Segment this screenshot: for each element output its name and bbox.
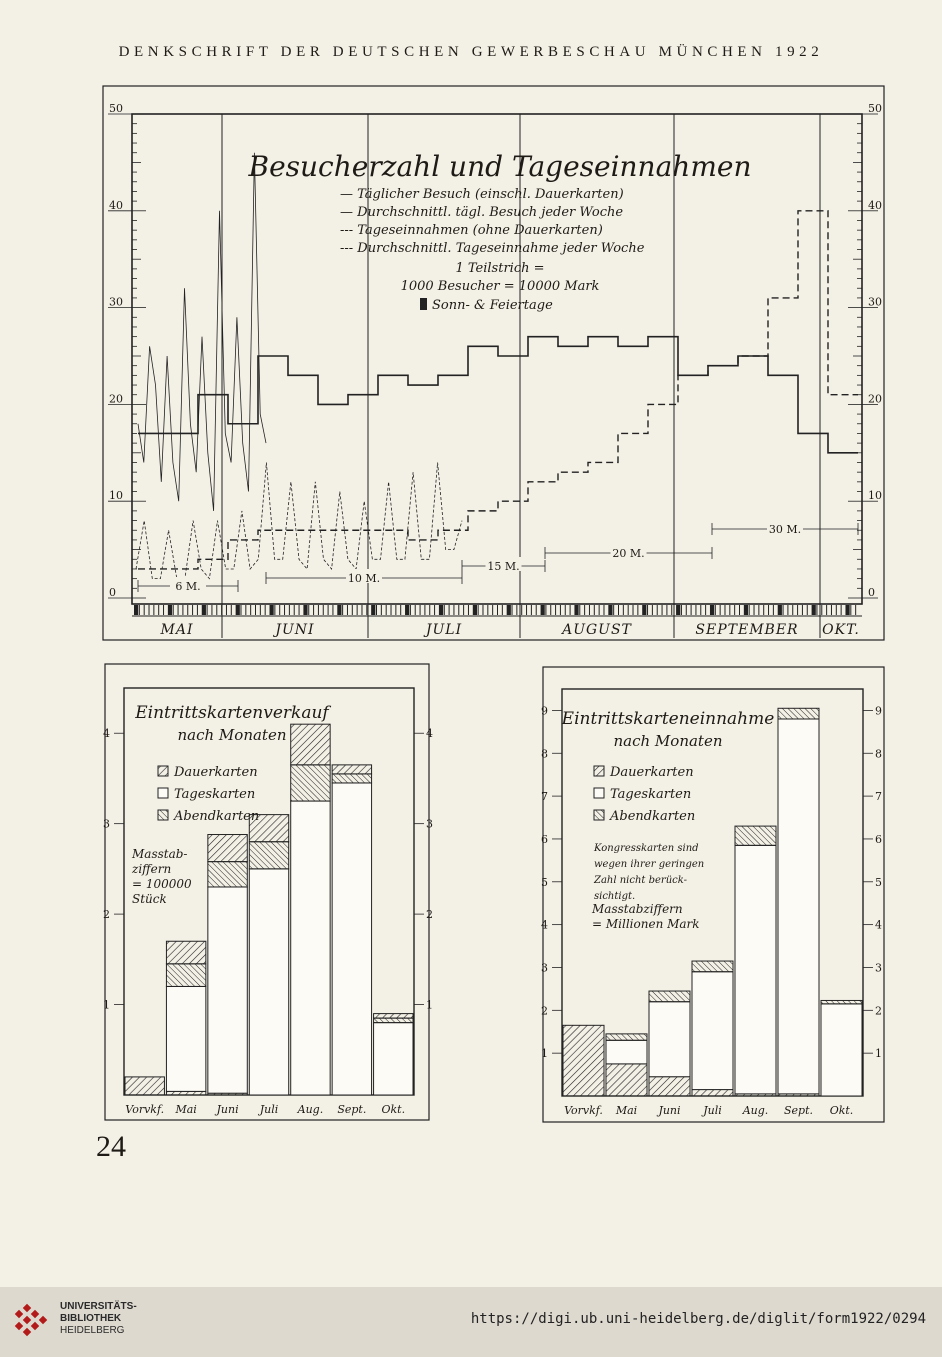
day-mark	[158, 605, 159, 615]
ticket-sales-bar-abendkarten	[166, 964, 205, 987]
ticket-revenue-bar-tageskarten	[778, 719, 819, 1094]
ticket-sales-scale-note: ziffern	[132, 862, 172, 876]
holiday-mark	[845, 605, 849, 615]
holiday-mark	[270, 605, 274, 615]
day-mark	[482, 605, 483, 615]
ticket-sales-legend-swatch	[158, 810, 168, 820]
day-mark	[754, 605, 755, 615]
holiday-mark	[744, 605, 748, 615]
day-mark	[662, 605, 663, 615]
chart1-legend-entry: --- Tageseinnahmen (ohne Dauerkarten)	[340, 223, 603, 238]
day-mark	[391, 605, 392, 615]
month-label: AUGUST	[562, 622, 632, 638]
ticket-sales-bar-dauerkarten	[125, 1077, 164, 1095]
day-mark	[647, 605, 648, 615]
price-period-label: 20 M.	[612, 547, 645, 560]
ticket-sales-bar-abendkarten	[332, 774, 371, 783]
day-mark	[841, 605, 842, 615]
day-mark	[652, 605, 653, 615]
ticket-sales-category-label: Sept.	[337, 1103, 367, 1116]
day-mark	[531, 605, 532, 615]
day-mark	[729, 605, 730, 615]
day-mark	[444, 605, 445, 615]
day-mark	[361, 605, 362, 615]
day-mark	[497, 605, 498, 615]
ticket-sales-bar-zuschlag	[332, 765, 371, 774]
ticket-revenue-tick-label: 7	[541, 790, 548, 804]
day-mark	[313, 605, 314, 615]
ticket-sales-legend-swatch	[158, 788, 168, 798]
ticket-revenue-bar-tageskarten	[735, 845, 776, 1093]
ticket-sales-bar-tageskarten	[332, 783, 371, 1095]
ticket-revenue-bar-abendkarten	[606, 1034, 647, 1040]
day-mark	[584, 605, 585, 615]
day-mark	[308, 605, 309, 615]
holiday-mark	[202, 605, 206, 615]
day-mark	[502, 605, 503, 615]
day-mark	[526, 605, 527, 615]
day-mark	[207, 605, 208, 615]
ticket-revenue-legend-swatch	[594, 788, 604, 798]
ticket-revenue-bar-tageskarten	[692, 972, 733, 1090]
day-mark	[681, 605, 682, 615]
day-mark	[633, 605, 634, 615]
day-mark	[773, 605, 774, 615]
day-mark	[836, 605, 837, 615]
day-mark	[458, 605, 459, 615]
ticket-revenue-bar-abendkarten	[778, 708, 819, 719]
day-mark	[783, 605, 784, 615]
ticket-sales-legend-entry: Tageskarten	[174, 787, 256, 802]
ticket-revenue-tick-label: 7	[875, 790, 882, 804]
ticket-revenue-category-label: Okt.	[829, 1104, 854, 1117]
ticket-sales-category-label: Vorvkf.	[125, 1103, 165, 1116]
day-mark	[400, 605, 401, 615]
month-label: SEPTEMBER	[695, 622, 799, 638]
y-tick-label-right: 30	[868, 295, 882, 309]
ticket-sales-bar-abendkarten	[249, 842, 288, 869]
ticket-revenue-tick-label: 2	[541, 1004, 548, 1018]
ticket-revenue-tick-label: 9	[541, 704, 548, 718]
day-mark	[352, 605, 353, 615]
day-mark	[226, 605, 227, 615]
ticket-sales-bar-zuschlag	[374, 1014, 413, 1019]
ticket-revenue-tick-label: 5	[875, 875, 882, 889]
library-name: UNIVERSITÄTS- BIBLIOTHEK HEIDELBERG	[60, 1301, 137, 1336]
day-mark	[255, 605, 256, 615]
y-tick-label-left: 50	[109, 102, 123, 115]
day-mark	[599, 605, 600, 615]
day-mark	[589, 605, 590, 615]
day-mark	[855, 605, 856, 615]
day-mark	[787, 605, 788, 615]
ticket-sales-tick-label: 1	[103, 998, 110, 1012]
day-mark	[492, 605, 493, 615]
ticket-revenue-legend-swatch	[594, 810, 604, 820]
ticket-sales-legend-entry: Abendkarten	[174, 809, 260, 824]
ticket-sales-bar-tageskarten	[166, 986, 205, 1091]
ticket-sales-title: nach Monaten	[177, 726, 287, 744]
ticket-revenue-scale-note: = Millionen Mark	[592, 917, 700, 931]
footer	[0, 1287, 942, 1357]
daily-revenue-line	[136, 463, 462, 579]
day-mark	[323, 605, 324, 615]
day-mark	[192, 605, 193, 615]
day-mark	[221, 605, 222, 615]
day-mark	[560, 605, 561, 615]
ticket-revenue-legend-entry: Dauerkarten	[610, 765, 694, 780]
holiday-mark	[778, 605, 782, 615]
day-mark	[429, 605, 430, 615]
chart1-title: Besucherzahl und Tageseinnahmen	[248, 150, 752, 183]
day-mark	[342, 605, 343, 615]
ticket-revenue-category-label: Juli	[703, 1104, 722, 1117]
university-library-logo-icon	[14, 1303, 52, 1341]
day-mark	[565, 605, 566, 615]
ticket-revenue-bar-abendkarten	[735, 826, 776, 845]
ticket-revenue-title: nach Monaten	[613, 732, 723, 750]
ticket-revenue-category-label: Aug.	[742, 1104, 769, 1117]
ticket-sales-category-label: Aug.	[297, 1103, 324, 1116]
day-mark	[289, 605, 290, 615]
day-mark	[671, 605, 672, 615]
day-mark	[478, 605, 479, 615]
ticket-sales-bar-dauerkarten	[166, 1091, 205, 1095]
ticket-sales-category-label: Juni	[216, 1103, 239, 1116]
chart1-legend-entry: --- Durchschnittl. Tageseinnahme jeder Woche	[340, 241, 645, 256]
day-mark	[139, 605, 140, 615]
day-mark	[332, 605, 333, 615]
ticket-revenue-tick-label: 1	[541, 1047, 548, 1061]
price-period-label: 6 M.	[175, 580, 201, 593]
ticket-sales-bar-zuschlag	[166, 941, 205, 964]
day-mark	[260, 605, 261, 615]
day-mark	[739, 605, 740, 615]
ticket-revenue-tick-label: 9	[875, 704, 882, 718]
day-mark	[516, 605, 517, 615]
ticket-revenue-bar-dauerkarten	[606, 1064, 647, 1096]
day-mark	[420, 605, 421, 615]
ticket-revenue-title: Eintrittskarteneinnahme	[561, 709, 775, 729]
day-mark	[691, 605, 692, 615]
ticket-revenue-bar-tageskarten	[606, 1040, 647, 1064]
holiday-mark	[371, 605, 375, 615]
day-mark	[700, 605, 701, 615]
y-tick-label-left: 40	[109, 198, 123, 212]
holiday-mark	[405, 605, 409, 615]
ticket-revenue-bar-abendkarten	[649, 991, 690, 1002]
chart1-scale-note: 1 Teilstrich =	[455, 261, 545, 276]
chart1-holiday-note: Sonn- & Feiertage	[432, 298, 553, 313]
month-label: JUNI	[275, 622, 315, 638]
ticket-revenue-category-label: Mai	[615, 1104, 638, 1117]
day-mark	[734, 605, 735, 615]
ticket-revenue-legend-entry: Abendkarten	[610, 809, 696, 824]
day-mark	[216, 605, 217, 615]
y-tick-label-right: 10	[868, 489, 882, 503]
y-tick-label-right: 0	[868, 586, 875, 599]
y-tick-label-right: 50	[868, 102, 882, 115]
day-mark	[831, 605, 832, 615]
day-mark	[453, 605, 454, 615]
day-mark	[328, 605, 329, 615]
day-mark	[294, 605, 295, 615]
day-mark	[284, 605, 285, 615]
ticket-sales-tick-label: 2	[426, 908, 433, 922]
day-mark	[536, 605, 537, 615]
ticket-revenue-legend-entry: Tageskarten	[610, 787, 692, 802]
day-mark	[182, 605, 183, 615]
day-mark	[144, 605, 145, 615]
day-mark	[724, 605, 725, 615]
day-mark	[821, 605, 822, 615]
y-tick-label-right: 20	[868, 392, 882, 406]
day-mark	[512, 605, 513, 615]
holiday-mark	[337, 605, 341, 615]
ticket-sales-bar-zuschlag	[208, 835, 247, 862]
day-mark	[715, 605, 716, 615]
day-mark	[637, 605, 638, 615]
day-mark	[415, 605, 416, 615]
day-mark	[366, 605, 367, 615]
day-mark	[197, 605, 198, 615]
y-tick-label-right: 40	[868, 198, 882, 212]
ticket-sales-legend-entry: Dauerkarten	[174, 765, 258, 780]
month-label: JULI	[425, 622, 463, 638]
day-mark	[279, 605, 280, 615]
day-mark	[274, 605, 275, 615]
ticket-sales-category-label: Okt.	[381, 1103, 406, 1116]
ticket-revenue-bar-tageskarten	[649, 1002, 690, 1077]
ticket-sales-tick-label: 2	[103, 908, 110, 922]
day-mark	[603, 605, 604, 615]
day-mark	[816, 605, 817, 615]
weekly-visitors-line	[138, 337, 858, 453]
ticket-revenue-scale-note: Masstabziffern	[592, 902, 683, 916]
day-mark	[245, 605, 246, 615]
y-tick-label-left: 0	[109, 586, 116, 599]
day-mark	[686, 605, 687, 615]
ticket-revenue-tick-label: 4	[541, 918, 548, 932]
day-mark	[705, 605, 706, 615]
day-mark	[381, 605, 382, 615]
holiday-mark	[541, 605, 545, 615]
month-label: MAI	[160, 622, 194, 638]
day-mark	[618, 605, 619, 615]
ticket-sales-title: Eintrittskartenverkauf	[135, 703, 329, 723]
ticket-sales-bar-abendkarten	[291, 765, 330, 801]
day-mark	[792, 605, 793, 615]
ticket-sales-bar-tageskarten	[291, 801, 330, 1095]
holiday-mark	[507, 605, 511, 615]
ticket-revenue-note: sichtigt.	[594, 891, 636, 902]
day-mark	[797, 605, 798, 615]
ticket-sales-tick-label: 3	[103, 817, 110, 831]
holiday-mark	[236, 605, 240, 615]
ticket-revenue-legend-swatch	[594, 766, 604, 776]
ticket-sales-scale-note: = 100000	[132, 877, 192, 891]
day-mark	[768, 605, 769, 615]
day-mark	[487, 605, 488, 615]
day-mark	[357, 605, 358, 615]
holiday-mark	[642, 605, 646, 615]
ticket-revenue-tick-label: 4	[875, 918, 882, 932]
month-label: OKT.	[822, 622, 860, 638]
holiday-mark	[168, 605, 172, 615]
ticket-sales-bar-abendkarten	[374, 1018, 413, 1023]
day-mark	[211, 605, 212, 615]
holiday-mark	[608, 605, 612, 615]
day-mark	[720, 605, 721, 615]
day-mark	[802, 605, 803, 615]
day-mark	[807, 605, 808, 615]
day-mark	[555, 605, 556, 615]
ticket-sales-bar-zuschlag	[291, 724, 330, 765]
ticket-revenue-bar-abendkarten	[692, 961, 733, 972]
page-number: 24	[96, 1130, 126, 1163]
ticket-sales-tick-label: 4	[426, 727, 433, 741]
day-mark	[758, 605, 759, 615]
day-mark	[240, 605, 241, 615]
ticket-revenue-tick-label: 6	[541, 832, 548, 846]
ticket-sales-bar-abendkarten	[208, 862, 247, 887]
ticket-sales-category-label: Juli	[259, 1103, 279, 1116]
y-tick-label-left: 20	[109, 392, 123, 406]
day-mark	[347, 605, 348, 615]
y-tick-label-left: 10	[109, 489, 123, 503]
chart1-legend-entry: — Durchschnittl. tägl. Besuch jeder Woche	[340, 205, 624, 220]
day-mark	[376, 605, 377, 615]
ticket-sales-bar-tageskarten	[208, 887, 247, 1093]
ticket-sales-scale-note: Stück	[132, 892, 167, 906]
day-mark	[545, 605, 546, 615]
day-mark	[178, 605, 179, 615]
day-mark	[521, 605, 522, 615]
day-mark	[299, 605, 300, 615]
day-mark	[657, 605, 658, 615]
y-tick-label-left: 30	[109, 295, 123, 309]
day-mark	[163, 605, 164, 615]
holiday-mark	[303, 605, 307, 615]
ticket-revenue-note: Kongresskarten sind	[594, 843, 699, 854]
day-mark	[173, 605, 174, 615]
holiday-mark	[134, 605, 138, 615]
ticket-sales-bar-tageskarten	[249, 869, 288, 1095]
ticket-revenue-tick-label: 6	[875, 832, 882, 846]
ticket-revenue-tick-label: 8	[541, 747, 548, 761]
ticket-revenue-bar-tageskarten	[821, 1004, 862, 1096]
day-mark	[187, 605, 188, 615]
ticket-revenue-note: wegen ihrer geringen	[594, 859, 705, 870]
ticket-sales-bar-tageskarten	[374, 1023, 413, 1095]
ticket-revenue-bar-dauerkarten	[649, 1077, 690, 1096]
day-mark	[468, 605, 469, 615]
day-mark	[395, 605, 396, 615]
holiday-mark	[439, 605, 443, 615]
ticket-sales-tick-label: 1	[426, 998, 433, 1012]
page-header: DENKSCHRIFT DER DEUTSCHEN GEWERBESCHAU MÜNCHEN 1922	[118, 44, 824, 60]
day-mark	[449, 605, 450, 615]
ticket-sales-scale-note: Masstab-	[132, 847, 188, 861]
ticket-sales-tick-label: 3	[426, 817, 433, 831]
chart1-legend-entry: — Täglicher Besuch (einschl. Dauerkarten)	[340, 187, 624, 202]
price-period-label: 30 M.	[768, 523, 802, 536]
ticket-revenue-tick-label: 5	[541, 875, 548, 889]
holiday-mark	[812, 605, 816, 615]
day-mark	[265, 605, 266, 615]
day-mark	[550, 605, 551, 615]
day-mark	[318, 605, 319, 615]
ticket-revenue-tick-label: 2	[875, 1004, 882, 1018]
day-mark	[826, 605, 827, 615]
ticket-revenue-category-label: Juni	[658, 1104, 681, 1117]
ticket-revenue-tick-label: 3	[541, 961, 548, 975]
source-url[interactable]: https://digi.ub.uni-heidelberg.de/diglit/form1922/0294	[470, 1311, 926, 1327]
ticket-revenue-category-label: Vorvkf.	[564, 1104, 603, 1117]
day-mark	[695, 605, 696, 615]
ticket-revenue-tick-label: 8	[875, 747, 882, 761]
day-mark	[250, 605, 251, 615]
day-mark	[434, 605, 435, 615]
day-mark	[594, 605, 595, 615]
day-mark	[463, 605, 464, 615]
chart1-scale-note: 1000 Besucher = 10000 Mark	[400, 279, 600, 294]
day-mark	[623, 605, 624, 615]
price-period-label: 15 M.	[487, 560, 520, 573]
day-mark	[666, 605, 667, 615]
ticket-revenue-bar-dauerkarten	[563, 1025, 604, 1096]
day-mark	[763, 605, 764, 615]
day-mark	[570, 605, 571, 615]
ticket-revenue-tick-label: 1	[875, 1047, 882, 1061]
ticket-revenue-category-label: Sept.	[783, 1104, 814, 1117]
day-mark	[749, 605, 750, 615]
ticket-revenue-bar-abendkarten	[821, 1000, 862, 1003]
ticket-sales-legend-swatch	[158, 766, 168, 776]
holiday-legend-mark	[420, 298, 427, 310]
day-mark	[231, 605, 232, 615]
daily-visitors-line	[138, 153, 266, 511]
day-mark	[386, 605, 387, 615]
day-mark	[153, 605, 154, 615]
ticket-sales-category-label: Mai	[175, 1103, 197, 1116]
day-mark	[579, 605, 580, 615]
ticket-revenue-bar-dauerkarten	[692, 1090, 733, 1096]
day-mark	[410, 605, 411, 615]
day-mark	[149, 605, 150, 615]
day-mark	[424, 605, 425, 615]
ticket-revenue-tick-label: 3	[875, 961, 882, 975]
holiday-mark	[574, 605, 578, 615]
day-mark	[850, 605, 851, 615]
ticket-sales-tick-label: 4	[103, 727, 110, 741]
ticket-revenue-note: Zahl nicht berück-	[594, 875, 688, 886]
holiday-mark	[710, 605, 714, 615]
holiday-mark	[676, 605, 680, 615]
holiday-mark	[473, 605, 477, 615]
day-mark	[613, 605, 614, 615]
day-mark	[628, 605, 629, 615]
price-period-label: 10 M.	[347, 572, 381, 585]
